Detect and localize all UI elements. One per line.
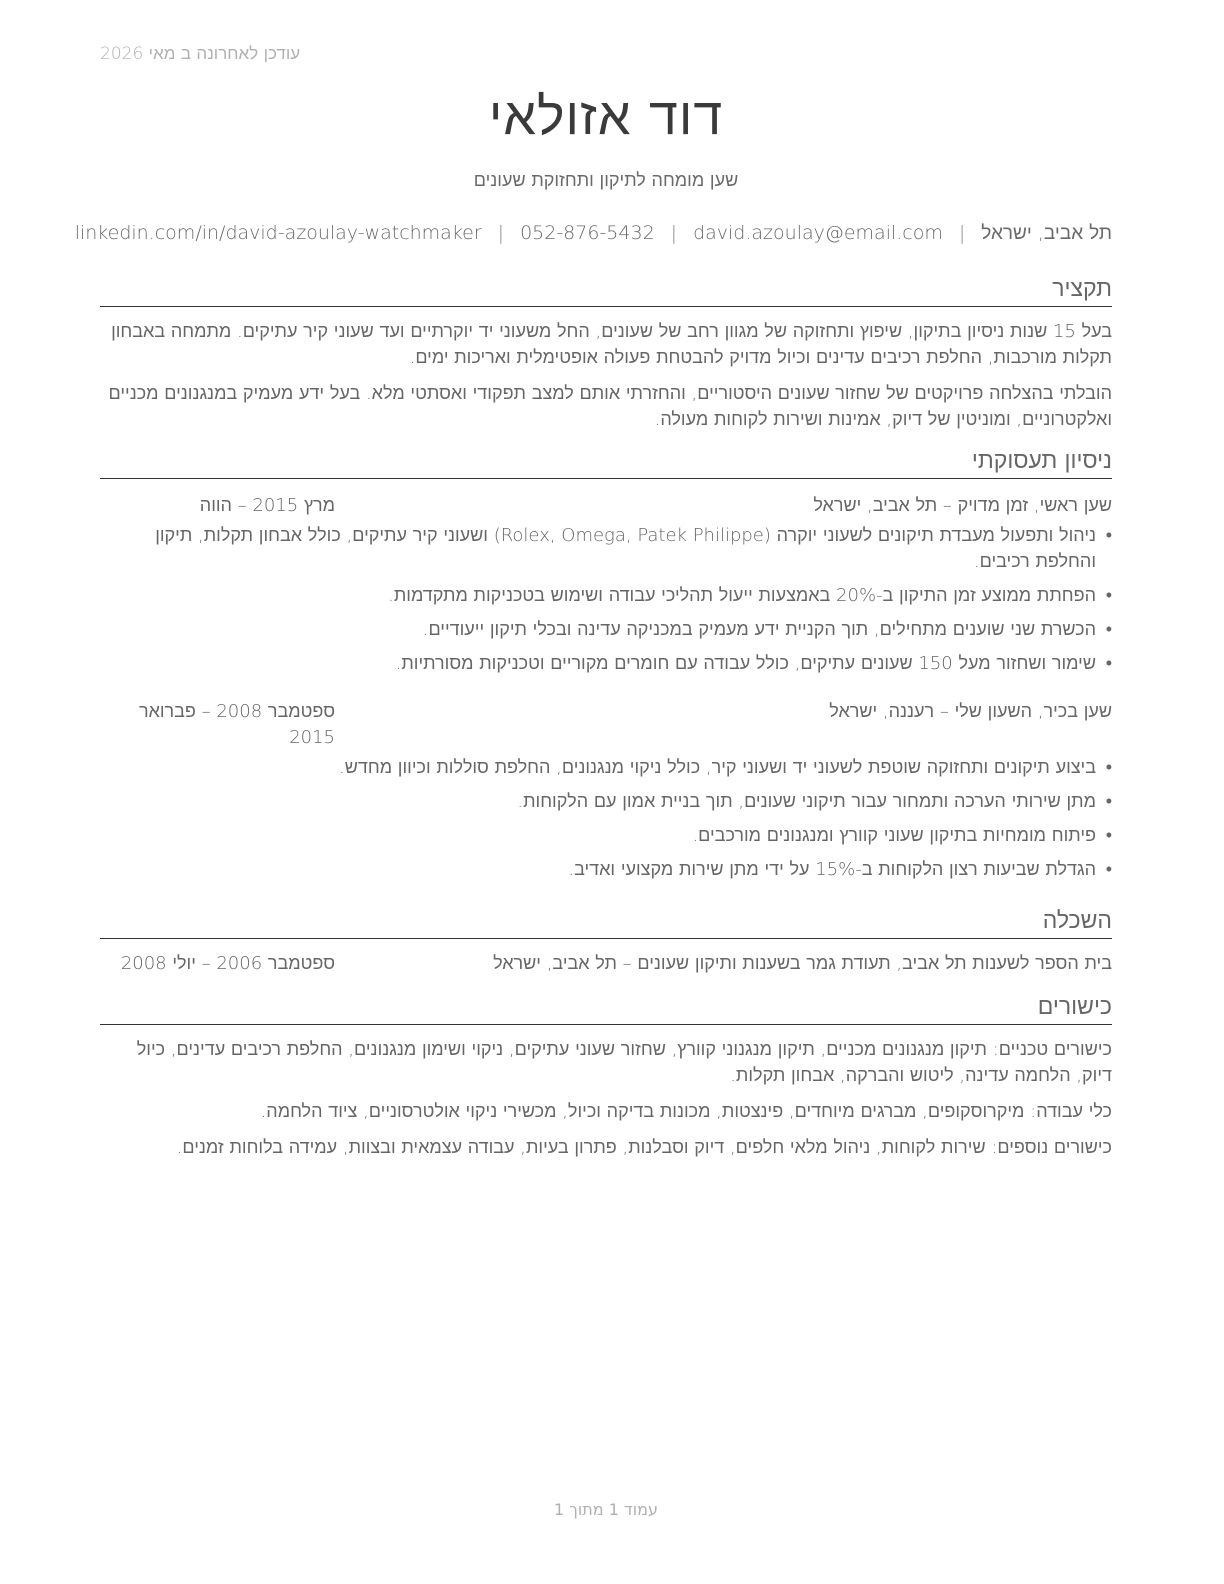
job-bullet: • פיתוח מומחיות בתיקון שעוני קוורץ ומנגנונים מורכבים.: [100, 823, 1112, 849]
job-title: שען בכיר, השעון שלי – רעננה, ישראל: [829, 701, 1112, 722]
experience-section: [100, 446, 1112, 891]
contact-separator: |: [497, 222, 505, 244]
skills-section: [100, 992, 1112, 1161]
contact-phone[interactable]: 052-876-5432: [520, 222, 655, 244]
job-bullets: [100, 755, 1112, 883]
summary-heading: תקציר: [100, 274, 1112, 307]
candidate-title: שען מומחה לתיקון ותחזוקת שעונים: [473, 170, 739, 191]
job-bullets: [100, 523, 1112, 677]
job-bullet: • שימור ושחזור מעל 150 שעונים עתיקים, כולל עבודה עם חומרים מקוריים וטכניקות מסורתיות.: [100, 651, 1112, 677]
job-entry: [100, 493, 1112, 677]
job-bullet: • הגדלת שביעות רצון הלקוחות ב-15% על ידי מתן שירות מקצועי ואדיב.: [100, 857, 1112, 883]
job-title: שען ראשי, זמן מדויק – תל אביב, ישראל: [813, 495, 1112, 516]
contact-location: תל אביב, ישראל: [981, 222, 1112, 244]
contact-line: [74, 222, 1112, 245]
education-title: בית הספר לשענות תל אביב, תעודת גמר בשענות ותיקון שעונים – תל אביב, ישראל: [493, 953, 1112, 974]
summary-paragraph: הובלתי בהצלחה פרויקטים של שחזור שעונים היסטוריים, והחזרתי אותם למצב תפקודי ואסתטי מלא. בעל ידע מעמיק במנגנונים מכניים ואלקטרוניים, ומוניטין של דיוק, אמינות ושירות לקוחות מעולה.: [108, 383, 1112, 430]
job-header: [100, 493, 1112, 519]
candidate-name: דוד אזולאי: [488, 87, 724, 147]
job-dates: ספטמבר 2008 – פברואר 2015: [138, 701, 335, 748]
job-bullet: • הכשרת שני שוענים מתחילים, תוך הקניית ידע מעמיק במכניקה עדינה ובכלי תיקון ייעודיים.: [100, 617, 1112, 643]
skills-heading: כישורים: [100, 992, 1112, 1025]
resume-page: [74, 0, 1112, 1584]
skills-line: כישורים נוספים: שירות לקוחות, ניהול מלאי חלפים, דיוק וסבלנות, פתרון בעיות, עבודה עצמאית ובצוות, עמידה בלוחות זמנים.: [176, 1137, 1112, 1158]
education-heading: השכלה: [100, 906, 1112, 939]
skills-line: כלי עבודה: מיקרוסקופים, מברגים מיוחדים, פינצטות, מכונות בדיקה וכיול, מכשירי ניקוי אולטרסוניים, ציוד הלחמה.: [260, 1101, 1112, 1122]
last-updated-note: עודכן לאחרונה ב מאי 2026: [100, 44, 301, 64]
contact-linkedin[interactable]: linkedin.com/in/david-azoulay-watchmaker: [74, 222, 482, 244]
job-bullet: • הפחתת ממוצע זמן התיקון ב-20% באמצעות ייעול תהליכי עבודה ושימוש בטכניקות מתקדמות.: [100, 583, 1112, 609]
education-entry: [100, 951, 1112, 977]
contact-separator: |: [670, 222, 678, 244]
summary-section: [100, 274, 1112, 433]
education-dates: ספטמבר 2006 – יולי 2008: [120, 953, 335, 974]
job-entry: [100, 699, 1112, 883]
contact-email[interactable]: david.azoulay@email.com: [693, 222, 943, 244]
education-section: [100, 906, 1112, 977]
job-dates: מרץ 2015 – הווה: [199, 495, 335, 516]
summary-paragraph: בעל 15 שנות ניסיון בתיקון, שיפוץ ותחזוקה של מגוון רחב של שעונים, החל משעוני יד יוקרתיים ועד שעוני קיר עתיקים. מתמחה באבחון תקלות מורכבות, החלפת רכיבים עדינים וכיול מדויק להבטחת פעולה אופטימלית ואריכות ימים.: [111, 321, 1112, 368]
experience-heading: ניסיון תעסוקתי: [100, 446, 1112, 479]
job-header: [100, 699, 1112, 751]
contact-separator: |: [958, 222, 966, 244]
page-number: עמוד 1 מתוך 1: [554, 1500, 658, 1519]
skills-line: כישורים טכניים: תיקון מנגנונים מכניים, תיקון מנגנוני קוורץ, שחזור שעוני עתיקים, ניקוי ושימון מנגנונים, החלפת רכיבים עדינים, כיול דיוק, הלחמה עדינה, ליטוש והברקה, אבחון תקלות.: [136, 1039, 1112, 1086]
job-bullet: • מתן שירותי הערכה ותמחור עבור תיקוני שעונים, תוך בניית אמון עם הלקוחות.: [100, 789, 1112, 815]
job-bullet: • ביצוע תיקונים ותחזוקה שוטפת לשעוני יד ושעוני קיר, כולל ניקוי מנגנונים, החלפת סוללות וכיוון מחדש.: [100, 755, 1112, 781]
job-bullet: • ניהול ותפעול מעבדת תיקונים לשעוני יוקרה (Rolex, Omega, Patek Philippe) ושעוני קיר עתיקים, כולל אבחון תקלות, תיקון והחלפת רכיבים.: [100, 523, 1112, 575]
